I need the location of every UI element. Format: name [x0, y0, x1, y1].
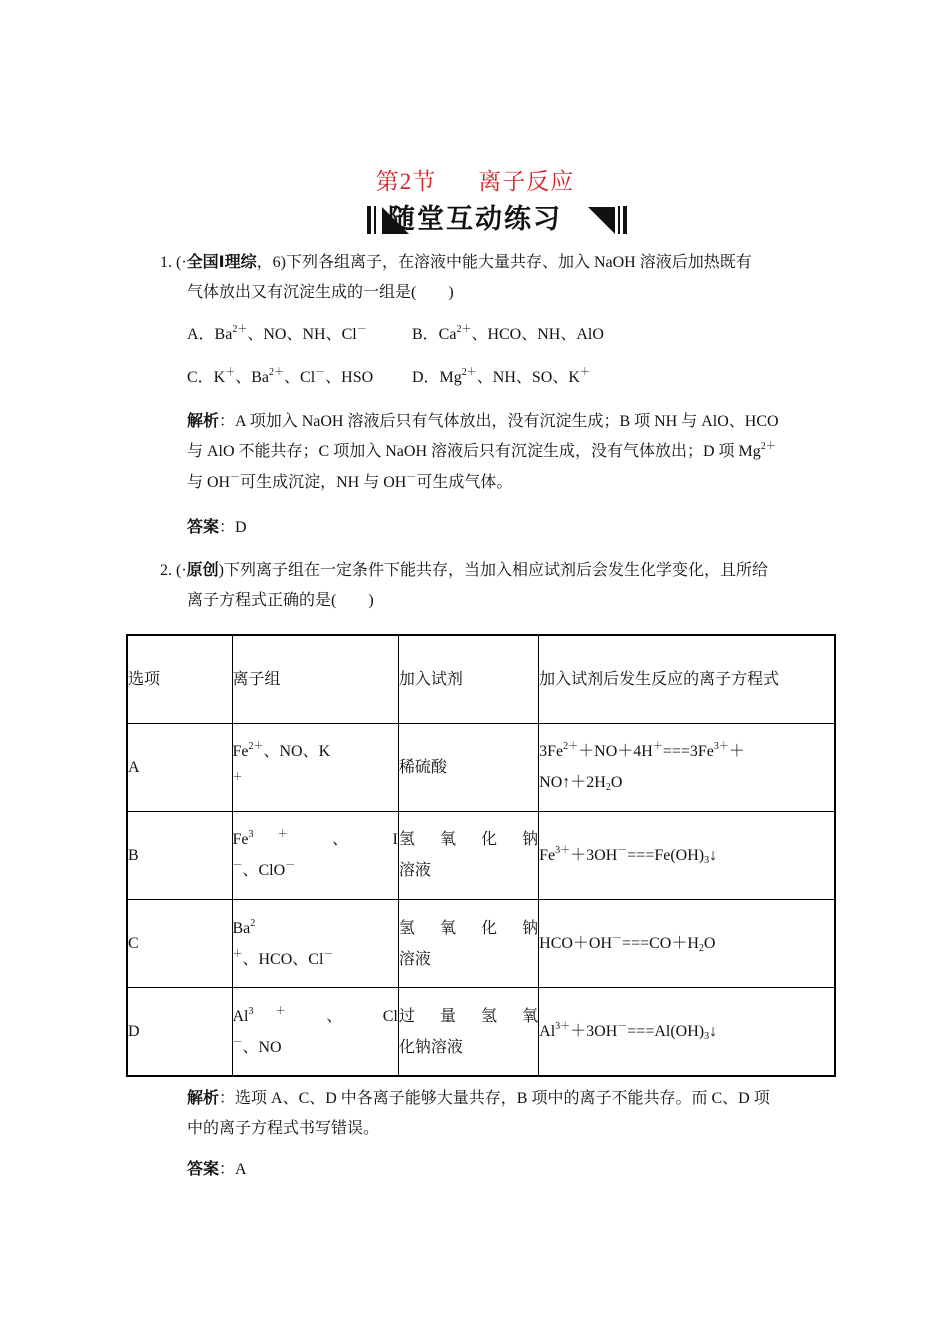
- q1-analysis-line1: 解析：A 项加入 NaOH 溶液后只有气体放出，没有沉淀生成；B 项 NH 与 AlO、HCO: [187, 411, 779, 430]
- q1-answer-label: 答案: [187, 517, 220, 536]
- row-equation: $Al^{3+}+3OH^-===Al(OH)_3↓$: [539, 988, 835, 1076]
- row-equation: $3Fe^{2+}+NO+4H^+===3Fe^{3+}+$ $NO↑+2H_2O$: [539, 723, 835, 811]
- header-option: 选项: [127, 635, 232, 723]
- row-ions: Ba$^2$ ＋、HCO、Cl－: [232, 900, 398, 988]
- section-topic: 离子反应: [478, 169, 575, 194]
- row-ions: Fe$^3$ ＋ 、 I －、ClO－: [232, 811, 398, 899]
- section-banner: [0, 201, 950, 239]
- q2-analysis-label: 解析: [187, 1088, 220, 1107]
- page-title: [0, 163, 950, 196]
- q2-analysis-text: ：选项 A、C、D 中各离子能够大量共存，B 项中的离子不能共存。而 C、D 项: [219, 1090, 770, 1107]
- banner-title: 随堂互动练习: [388, 204, 562, 235]
- q1-option-a: A．$Ba^{2+}$、NO、NH、Cl－: [187, 324, 367, 343]
- section-number: 第2节: [375, 169, 437, 194]
- header-reagent: 加入试剂: [398, 635, 538, 723]
- q1-analysis-line3: 与 OH－可生成沉淀，NH 与 OH－可生成气体。: [187, 472, 513, 491]
- q1-option-c: C．K＋、$Ba^{2+}$、Cl－、HSO: [187, 367, 374, 386]
- q1-analysis-line2: 与 AlO 不能共存；C 项加入 NaOH 溶液后只有沉淀生成，没有气体放出；D 项 $Mg^{2+}$: [187, 441, 776, 460]
- q1-answer: [187, 516, 247, 539]
- table-row: [127, 811, 835, 899]
- row-reagent: 稀硫酸: [398, 723, 538, 811]
- q2-answer-label: 答案: [187, 1159, 220, 1178]
- options-table: [126, 634, 836, 1077]
- q1-stem-line2: 气体放出又有沉淀生成的一组是( ): [187, 284, 454, 301]
- row-equation: $Fe^{3+}+3OH^-===Fe(OH)_3↓$: [539, 811, 835, 899]
- q2-answer: [187, 1158, 247, 1181]
- q2-answer-value: ：A: [219, 1161, 247, 1178]
- row-reagent: 氢氧化钠 溶液: [398, 811, 538, 899]
- row-option: C: [127, 900, 232, 988]
- header-equation: 加入试剂后发生反应的离子方程式: [539, 635, 835, 723]
- q1-option-d: D．$Mg^{2+}$、NH、SO、K＋: [412, 367, 590, 386]
- q2-stem-line2: 离子方程式正确的是( ): [187, 592, 374, 609]
- q2-stem-line1: 2. (·原创)下列离子组在一定条件下能共存，当加入相应试剂后会发生化学变化，且所给: [160, 560, 769, 579]
- row-option: D: [127, 988, 232, 1076]
- row-option: B: [127, 811, 232, 899]
- q1-stem-line1: 1. (·全国Ⅰ理综，6)下列各组离子，在溶液中能大量共存、加入 NaOH 溶液后加热既有: [160, 252, 752, 271]
- row-ions: Al$^3$ ＋ 、 Cl －、NO: [232, 988, 398, 1076]
- table-row: [127, 988, 835, 1076]
- q2-analysis-line2: 中的离子方程式书写错误。: [187, 1120, 380, 1137]
- q1-answer-value: ：D: [219, 519, 247, 536]
- q1-analysis-label: 解析: [187, 411, 220, 430]
- header-ions: 离子组: [232, 635, 398, 723]
- row-equation: $HCO+OH^-===CO+H_2O$: [539, 900, 835, 988]
- q2-analysis-line1: [187, 1087, 770, 1110]
- table-row: [127, 723, 835, 811]
- table-header-row: [127, 635, 835, 723]
- row-reagent: 过量氢氧 化钠溶液: [398, 988, 538, 1076]
- table-row: [127, 900, 835, 988]
- row-ions: $Fe^{2+}$、NO、K ＋: [232, 723, 398, 811]
- row-reagent: 氢氧化钠 溶液: [398, 900, 538, 988]
- q1-option-b: B．$Ca^{2+}$、HCO、NH、AlO: [412, 324, 604, 343]
- row-option: A: [127, 723, 232, 811]
